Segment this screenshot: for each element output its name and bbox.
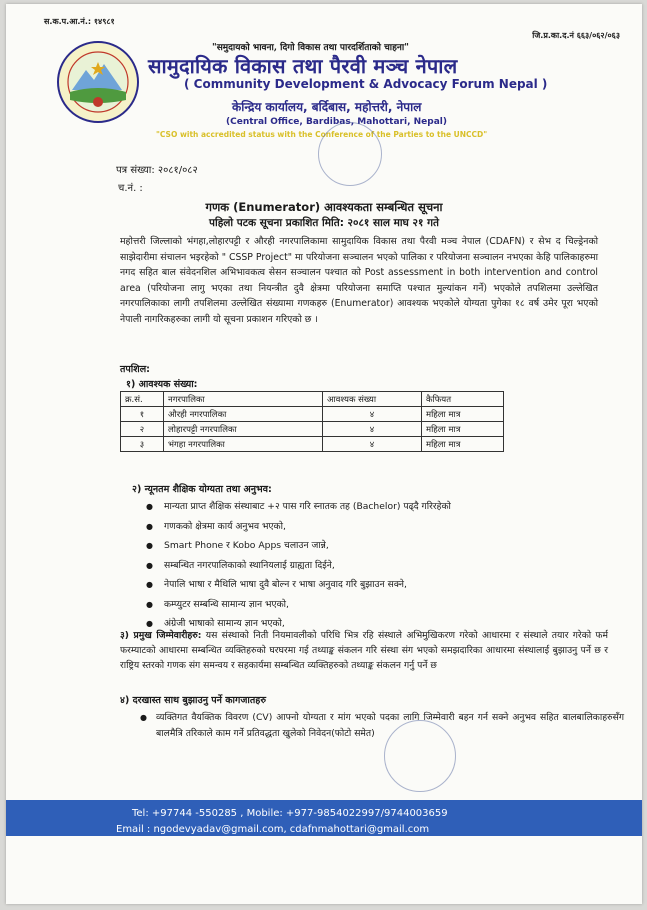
documents-item-text: व्यक्तिगत वैयक्तिक विवरण (CV) आफ्नो योग्यता र मांग भएको पदका लागि जिम्मेवारी बहन गर्न सक्ने अनुभव सहित बालबालिकाहरुसँग बालमैत्रि तरिकाले काम गर्ने प्रतिवद्धता खुलेको निवेदन(फोटो समेत) (156, 712, 624, 739)
table-row (121, 422, 504, 437)
organization-name-english: ( Community Development & Advocacy Forum Nepal ) (184, 77, 548, 91)
notice-body: महोत्तरी जिल्लाको भंगहा,लोहारपट्टी र औरही नगरपालिकामा सामुदायिक विकास तथा पैरवी मञ्च नेपाल (CDAFN) र सेभ द चिल्ड्रेनको साझेदारीमा संचालन भइरहेको " CSSP Project" मा परियोजना सञ्चालन भएको पालिका र परियोजना सञ्चालन नभएका केहि पालिकाहरुमा नगद सहित बाल संवेदनशिल अभिभावकत्व सेसन सञ्चालन पश्चात को Post assessment in both intervention and control area (परियोजना लागु भएका तथा नियन्त्रीत दुवै क्षेत्रमा परियोजना समाप्ति पश्चात मुल्यांकन गर्ने) भएकोले तपशिलमा उल्लेखित नगरपालिकाका लागी तपशिलमा उल्लेखित संख्यामा गणकहरु (Enumerator) आवश्यक भएकोले योग्यता पुगेका १८ वर्ष उमेर पूरा भएको नेपाली नागरिकहरुका लागी यो सूचना प्रकाशन गरिएको छ । (120, 236, 598, 325)
notice-title: गणक (Enumerator) आवश्यकता सम्बन्धित सूचना (205, 200, 443, 214)
list-item: ● गणकको क्षेत्रमा कार्य अनुभव भएको, (146, 517, 606, 537)
table-cell: ४ (323, 422, 422, 437)
district-reference-number: जि.प्र.का.द.नं ६६३/०६२/०६३ (532, 31, 620, 40)
table-cell: महिला मात्र (422, 437, 504, 452)
organization-name-nepali: सामुदायिक विकास तथा पैरवी मञ्च नेपाल (148, 54, 458, 78)
bullet-icon: ● (140, 713, 147, 722)
table-cell: भंगहा नगरपालिका (164, 437, 323, 452)
list-item: ● कम्प्युटर सम्बन्धि सामान्य ज्ञान भएको, (146, 595, 606, 615)
section-responsibilities-heading: ३) प्रमुख जिम्मेवारीहरु: (120, 630, 202, 641)
registration-number: स.क.प.आ.नं.: १४९८१ (44, 17, 115, 26)
column-header: आवश्यक संख्या (323, 392, 422, 407)
notice-publish-date: पहिलो पटक सूचना प्रकाशित मिति: २०८१ साल माघ २१ गते (209, 217, 439, 229)
table-cell: १ (121, 407, 164, 422)
table-cell: औरही नगरपालिका (164, 407, 323, 422)
table-header-row (121, 392, 504, 407)
table-cell: २ (121, 422, 164, 437)
details-label: तपशिल: (120, 364, 150, 375)
table-cell: महिला मात्र (422, 407, 504, 422)
organization-logo (56, 40, 140, 124)
table-row (121, 437, 504, 452)
footer-contact-numbers: Tel: +97744 -550285 , Mobile: +977-9854022997/9744003659 (132, 808, 448, 819)
office-stamp-top (318, 122, 382, 186)
list-item: ● Smart Phone र Kobo Apps चलाउन जान्ने, (146, 536, 606, 556)
notice-page (6, 4, 642, 904)
table-cell: ४ (323, 407, 422, 422)
footer-email: Email : ngodevyadav@gmail.com, cdafnmahottari@gmail.com (116, 824, 430, 835)
section-qualification-heading: २) न्यूनतम शैक्षिक योग्यता तथा अनुभव: (132, 484, 272, 495)
list-item: ● मान्यता प्राप्त शैक्षिक संस्थाबाट +२ पास गरि स्नातक तह (Bachelor) पढ्दै गरिरहेको (146, 497, 606, 517)
cso-accreditation-line: "CSO with accredited status with the Conference of the Parties to the UNCCD" (156, 130, 488, 139)
office-stamp-bottom (384, 720, 456, 792)
table-cell: ४ (323, 437, 422, 452)
office-address-english: (Central Office, Bardibas, Mahottari, Nepal) (226, 117, 447, 127)
office-address-nepali: केन्द्रिय कार्यालय, बर्दिबास, महोत्तरी, नेपाल (232, 100, 422, 114)
table-cell: ३ (121, 437, 164, 452)
section-responsibilities-text: यस संस्थाको निती नियमावलीको परिधि भित्र रहि संस्थाले अभिमुखिकरण गरेको आधारमा र संस्थाले तयार गरेको फर्म फरम्याटको आधारमा सम्बन्धित व्यक्तिहरुको घरघरमा गई तथ्याङ्क संकलन गरि संस्था संग भएको समझदारिका आधारमा संस्थालाई बुझाउनु पर्ने छ र राष्ट्रिय स्तरको गणक संग समन्वय र सहकार्यमा सम्बन्धित व्यक्तिहरुको तथ्याङ्क संकलन गर्नु पर्ने छ (120, 630, 609, 672)
column-header: नगरपालिका (164, 392, 323, 407)
table-row (121, 407, 504, 422)
letter-number: पत्र संख्या: २०८१/०८२ (116, 165, 198, 176)
required-enumerators-table (120, 391, 504, 452)
section-required-number-heading: १) आवश्यक संख्या: (126, 379, 198, 390)
column-header: क्र.सं. (121, 392, 164, 407)
table-cell: लोहारपट्टी नगरपालिका (164, 422, 323, 437)
qualification-list (146, 497, 606, 634)
tagline: "समुदायको भावना, दिगो विकास तथा पारदर्शिताको चाहना" (212, 43, 409, 53)
documents-list-item (140, 710, 624, 741)
list-item: ● अंग्रेजी भाषाको सामान्य ज्ञान भएको, (146, 614, 606, 634)
dispatch-number: च.नं. : (118, 183, 143, 194)
list-item: ● सम्बन्धित नगरपालिकाको स्थानियलाई ग्राह्यता दिईने, (146, 556, 606, 576)
section-documents-heading: ४) दरखास्त साथ बुझाउनु पर्ने कागजातहरु (120, 695, 267, 706)
contact-footer (6, 800, 642, 836)
section-responsibilities (120, 628, 608, 674)
column-header: कैफियत (422, 392, 504, 407)
list-item: ● नेपालि भाषा र मैथिलि भाषा दुवै बोल्न र भाषा अनुवाद गरि बुझाउन सक्ने, (146, 575, 606, 595)
table-cell: महिला मात्र (422, 422, 504, 437)
